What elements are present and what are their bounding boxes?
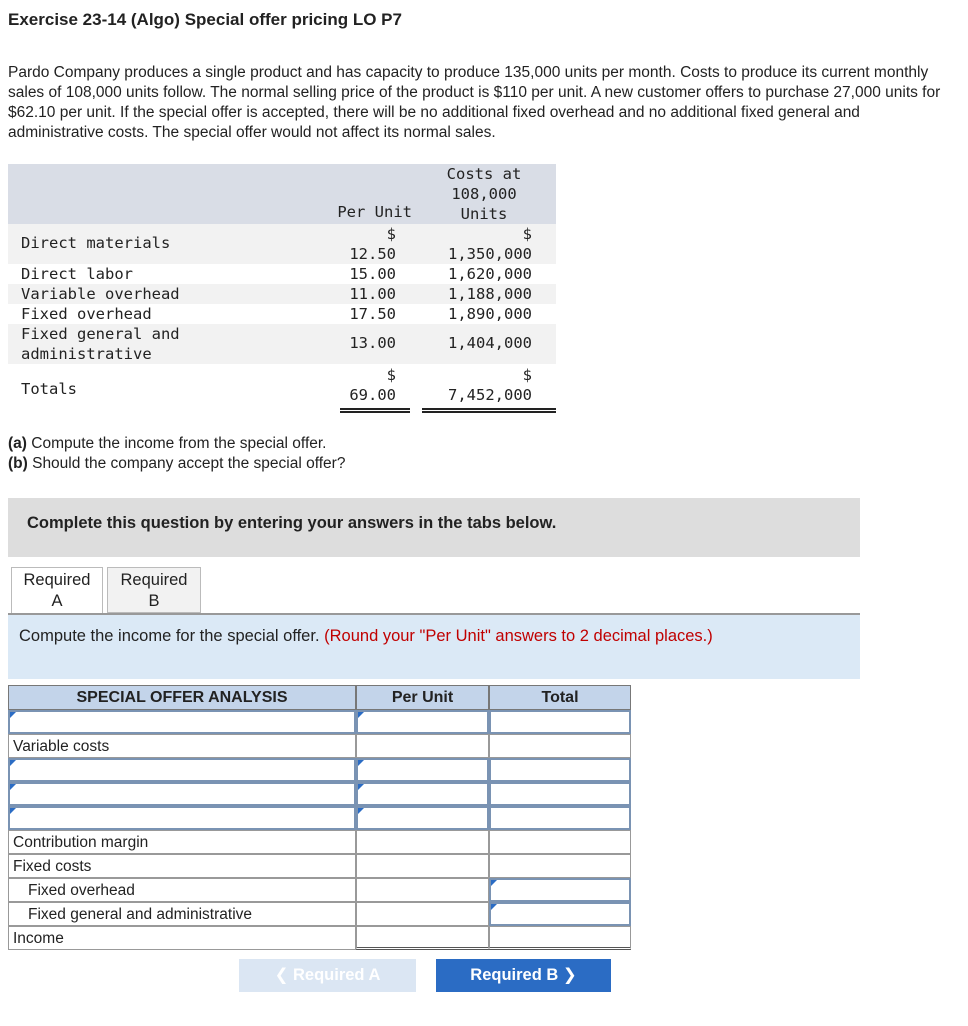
empty-cell	[489, 734, 631, 758]
contribution-margin-total	[489, 830, 631, 854]
total-input[interactable]	[491, 880, 629, 900]
total-input[interactable]	[491, 760, 629, 780]
header-total: Total	[489, 685, 631, 710]
cost-row-direct-materials: Direct materials $ 12.50 $ 1,350,000	[8, 224, 556, 264]
empty-cell	[356, 902, 489, 926]
label-input[interactable]	[10, 784, 354, 804]
dollar-sign: $	[522, 366, 532, 384]
label-input[interactable]	[10, 760, 354, 780]
per-unit-input-row-4[interactable]	[356, 782, 489, 806]
label-input-row-1[interactable]	[8, 710, 356, 734]
per-unit-input-row-3[interactable]	[356, 758, 489, 782]
page-title: Exercise 23-14 (Algo) Special offer pricing LO P7	[8, 10, 402, 29]
tab-required-a[interactable]: Required A	[11, 567, 103, 614]
label-variable-costs: Variable costs	[8, 734, 356, 758]
income-total	[489, 926, 631, 950]
chevron-left-icon: ❮	[274, 966, 289, 984]
dollar-sign: $	[522, 225, 532, 243]
dollar-sign: $	[386, 225, 396, 243]
label-fixed-costs: Fixed costs	[8, 854, 356, 878]
income-per-unit	[356, 926, 489, 950]
contribution-margin-per-unit	[356, 830, 489, 854]
total-input-row-3[interactable]	[489, 758, 631, 782]
double-underline	[340, 408, 410, 413]
prev-required-a-button[interactable]: ❮ Required A	[239, 959, 416, 992]
empty-cell	[356, 734, 489, 758]
tab-required-b[interactable]: Required B	[107, 567, 201, 613]
header-per-unit: Per Unit	[337, 203, 412, 221]
label-fixed-ga: Fixed general and administrative	[8, 902, 356, 926]
empty-cell	[356, 854, 489, 878]
double-underline	[422, 408, 556, 413]
instructions-banner: Complete this question by entering your answers in the tabs below.	[8, 498, 860, 557]
per-unit-input[interactable]	[358, 784, 487, 804]
total-input-row-1[interactable]	[489, 710, 631, 734]
question-instruction: Compute the income for the special offer. (Round your "Per Unit" answers to 2 decimal places.)	[8, 615, 860, 679]
empty-cell	[356, 878, 489, 902]
total-input[interactable]	[491, 712, 629, 732]
label-input[interactable]	[10, 712, 354, 732]
total-input-row-5[interactable]	[489, 806, 631, 830]
label-input[interactable]	[10, 808, 354, 828]
questions: (a) Compute the income from the special offer. (b) Should the company accept the special offer?	[8, 435, 346, 472]
header-per-unit: Per Unit	[356, 685, 489, 710]
label-input-row-3[interactable]	[8, 758, 356, 782]
label-input-row-4[interactable]	[8, 782, 356, 806]
header-special-offer-analysis: SPECIAL OFFER ANALYSIS	[8, 685, 356, 710]
next-required-b-button[interactable]: Required B ❯	[436, 959, 611, 992]
total-input-row-4[interactable]	[489, 782, 631, 806]
cost-row-variable-overhead: Variable overhead 11.00 1,188,000	[8, 284, 556, 304]
cost-row-fixed-overhead: Fixed overhead 17.50 1,890,000	[21, 305, 532, 323]
total-input[interactable]	[491, 808, 629, 828]
dollar-sign: $	[386, 366, 396, 384]
fixed-overhead-total-input[interactable]	[489, 878, 631, 902]
cost-row-fixed-ga: Fixed general and administrative 13.00 1,404,000	[8, 324, 556, 364]
label-income: Income	[8, 926, 356, 950]
per-unit-input-row-1[interactable]	[356, 710, 489, 734]
label-input-row-5[interactable]	[8, 806, 356, 830]
header-total: Costs at 108,000 Units	[446, 165, 522, 223]
chevron-right-icon: ❯	[562, 966, 577, 984]
cost-row-totals: Totals $ 69.00 $ 7,452,000	[21, 366, 532, 404]
label-fixed-overhead: Fixed overhead	[8, 878, 356, 902]
per-unit-input[interactable]	[358, 760, 487, 780]
per-unit-input-row-5[interactable]	[356, 806, 489, 830]
empty-cell	[489, 854, 631, 878]
per-unit-input[interactable]	[358, 808, 487, 828]
fixed-ga-total-input[interactable]	[489, 902, 631, 926]
cost-row-direct-labor: Direct labor 15.00 1,620,000	[21, 265, 532, 283]
label-contribution-margin: Contribution margin	[8, 830, 356, 854]
problem-text: Pardo Company produces a single product and has capacity to produce 135,000 units per month. Costs to produce its current monthly sales of 108,000 units follow. The normal selling price of the product is $110 per unit. A new customer offers to purchase 27,000 units for $62.10 per unit. If the special offer is accepted, there will be no additional fixed overhead and no additional fixed general and administrative costs. The special offer would not affect its normal sales.	[8, 64, 941, 141]
total-input[interactable]	[491, 904, 629, 924]
per-unit-input[interactable]	[358, 712, 487, 732]
total-input[interactable]	[491, 784, 629, 804]
